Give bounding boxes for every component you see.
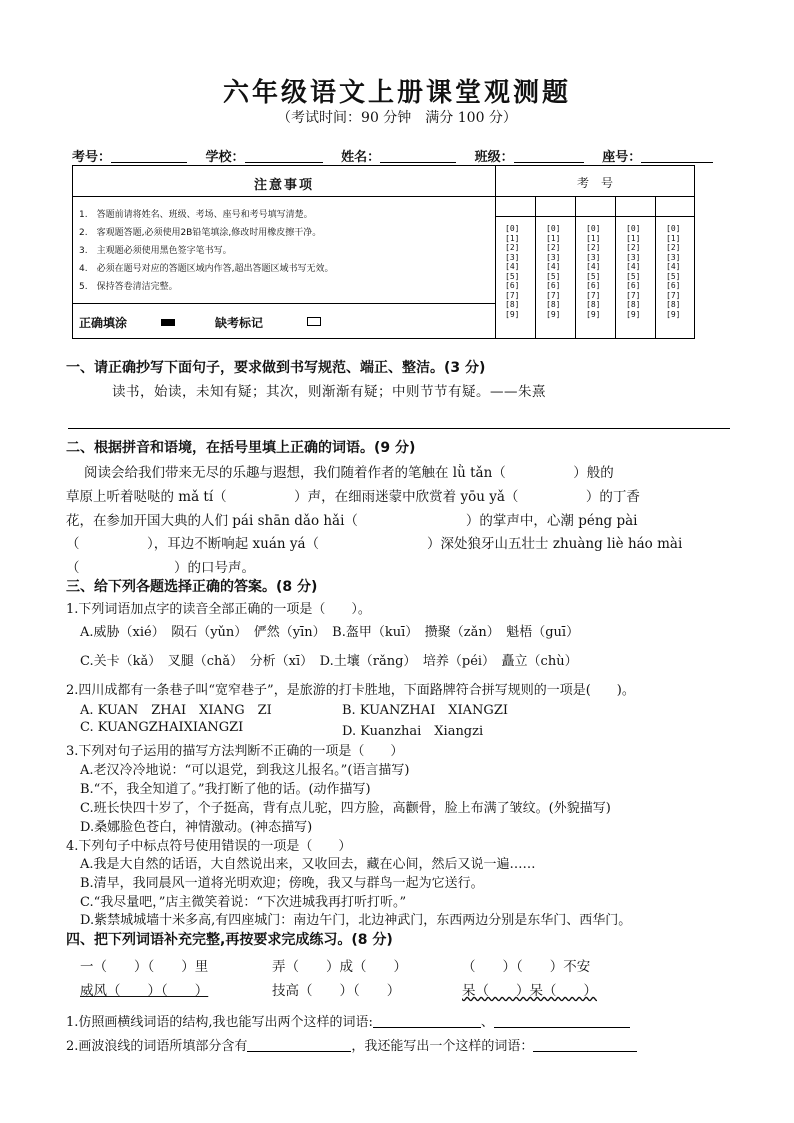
digit-column[interactable] (535, 196, 576, 338)
option-a: A.老汉冷冷地说：“可以退党，到我这儿报名。”(语言描写) (80, 763, 410, 778)
exam-subtitle: （考试时间：90 分钟 满分 100 分） (277, 110, 517, 126)
notice-item: 1. 答题前请将姓名、班级、考场、座号和考号填写清楚。 (79, 210, 313, 220)
section-2-line: （ ），耳边不断响起 xuán yá（ ）深处狼牙山五壮士 zhuàng liè háo mài (66, 536, 683, 552)
notice-item: 4. 必须在题号对应的答题区域内作答,超出答题区域书写无效。 (79, 264, 334, 274)
option-c: C. KUANGZHAIXIANGZI (80, 720, 244, 735)
question-4-2 (66, 1035, 637, 1054)
page-title: 六年级语文上册课堂观测题 (222, 78, 571, 108)
separator: 、 (480, 1015, 494, 1030)
digit-bubbles[interactable]: [0] [1] [2] [3] [4] [5] [6] [7] [8] [9] (505, 224, 520, 319)
digit-write-cell[interactable] (616, 196, 656, 217)
digit-bubbles[interactable]: [0] [1] [2] [3] [4] [5] [6] [7] [8] [9] (666, 224, 681, 319)
notice-item: 5. 保持答卷清洁完整。 (79, 282, 178, 292)
divider (73, 303, 495, 304)
question-3-1: 1.下列词语加点字的读音全部正确的一项是（ ）。 (66, 602, 371, 617)
notice-item: 3. 主观题必须使用黑色签字笔书写。 (79, 246, 232, 256)
section-2-heading: 二、根据拼音和语境，在括号里填上正确的词语。(9 分) (66, 440, 416, 456)
idiom-fill[interactable]: 技高（ ）（ ） (272, 983, 401, 999)
digit-write-cell[interactable] (656, 196, 695, 217)
name-label: 姓名： (341, 150, 381, 165)
question-3-1-options-cd: C.关卡（kǎ） 叉腿（chǎ） 分析（xī） D.土壤（rǎng） 培养（péi） 矗立（chù） (80, 654, 578, 669)
idiom-fill[interactable]: 弄（ ）成（ ） (272, 959, 407, 975)
idiom-fill[interactable]: 一（ ）（ ）里 (80, 959, 209, 975)
answer-blank[interactable] (533, 1039, 637, 1052)
digit-write-cell[interactable] (495, 196, 535, 217)
question-4-1 (66, 1011, 630, 1030)
question-4-2-text-2: ，我还能写出一个这样的词语： (351, 1039, 534, 1054)
digit-bubbles[interactable]: [0] [1] [2] [3] [4] [5] [6] [7] [8] [9] (546, 224, 561, 319)
digit-bubbles[interactable]: [0] [1] [2] [3] [4] [5] [6] [7] [8] [9] (586, 224, 601, 319)
option-c: C.“我尽量吧，”店主微笑着说：“下次进城我再打听打听。” (80, 895, 407, 910)
section-2-line: 草原上听着哒哒的 mǎ tí（ ）声，在细雨迷蒙中欣赏着 yōu yǎ（ ）的丁香 (66, 489, 640, 505)
question-4-1-text: 1.仿照画横线词语的结构,我也能写出两个这样的词语: (66, 1015, 373, 1030)
answer-blank[interactable] (247, 1039, 351, 1052)
digit-write-cell[interactable] (576, 196, 616, 217)
digit-bubbles[interactable]: [0] [1] [2] [3] [4] [5] [6] [7] [8] [9] (626, 224, 641, 319)
filled-mark-icon (161, 319, 175, 326)
question-3-2: 2.四川成都有一条巷子叫“宽窄巷子”，是旅游的打卡胜地，下面路牌符合拼写规则的一项是( )。 (66, 683, 635, 698)
answer-blank[interactable] (373, 1015, 481, 1028)
notice-list (79, 206, 333, 296)
section-3-heading: 三、给下列各题选择正确的答案。(8 分) (66, 579, 318, 595)
exam-no-label: 考号： (72, 150, 112, 165)
class-field[interactable] (514, 148, 584, 163)
option-d: D.桑娜脸色苍白，神情激动。(神态描写) (80, 820, 313, 835)
idiom-fill-wavy[interactable]: 呆（ ）呆（ ） (462, 983, 597, 999)
notice-header: 注意事项 (253, 178, 314, 193)
option-a: A. KUAN ZHAI XIANG ZI (80, 703, 272, 718)
section-2-line: 阅读会给我们带来无尽的乐趣与遐想，我们随着作者的笔触在 lǜ tǎn（ ）般的 (84, 465, 614, 481)
answer-blank[interactable] (494, 1015, 630, 1028)
question-3-3: 3.下列对句子运用的描写方法判断不正确的一项是（ ） (66, 744, 404, 759)
option-a: A.我是大自然的话语，大自然说出来，又收回去，藏在心间，然后又说一遍…… (80, 857, 536, 872)
section-2-line: 花，在参加开国大典的人们 pái shān dǎo hǎi（ ）的掌声中，心潮 péng pài (66, 513, 638, 529)
option-c: C.班长快四十岁了，个子挺高，背有点儿驼，四方脸，高颧骨，脸上布满了皱纹。(外貌描写) (80, 801, 611, 816)
class-label: 班级： (474, 150, 514, 165)
option-b: B.“不，我全知道了。”我打断了他的话。(动作描写) (80, 782, 371, 797)
section-4-heading: 四、把下列词语补充完整,再按要求完成练习。(8 分) (66, 932, 393, 948)
copy-writing-line[interactable] (68, 428, 730, 429)
section-2-line: （ ）的口号声。 (66, 560, 255, 576)
section-1-heading: 一、请正确抄写下面句子，要求做到书写规范、端正、整洁。(3 分) (66, 360, 486, 376)
section-1-sentence: 读书，始读，未知有疑；其次，则渐渐有疑；中则节节有疑。——朱熹 (112, 384, 546, 400)
idiom-fill[interactable]: （ ）（ ）不安 (462, 959, 591, 975)
question-3-4: 4.下列句子中标点符号使用错误的一项是（ ） (66, 839, 352, 854)
correct-fill-label: 正确填涂 (79, 316, 128, 330)
notice-item: 2. 客观题答题,必须使用2B铅笔填涂,修改时用橡皮擦干净。 (79, 228, 322, 238)
digit-column[interactable] (615, 196, 656, 338)
digit-write-cell[interactable] (536, 196, 576, 217)
fill-legend (79, 314, 321, 331)
exam-number-header: 考 号 (576, 176, 613, 190)
option-b: B. KUANZHAI XIANGZI (342, 703, 508, 718)
seat-field[interactable] (641, 148, 713, 163)
option-d: D.紫禁城城墙十米多高,有四座城门：南边午门，北边神武门，东西两边分别是东华门、西华门。 (80, 913, 632, 928)
divider (73, 196, 495, 197)
absent-mark-label: 缺考标记 (215, 316, 264, 330)
question-4-2-text: 2.画波浪线的词语所填部分含有 (66, 1039, 248, 1054)
name-field[interactable] (380, 148, 456, 163)
school-field[interactable] (245, 148, 323, 163)
student-info-line (72, 146, 713, 165)
digit-column[interactable] (575, 196, 616, 338)
question-3-1-options-ab: A.威胁（xié） 陨石（yǔn） 俨然（yīn） B.盔甲（kuī） 攒聚（zǎn） 魁梧（guī） (80, 625, 580, 640)
digit-column[interactable] (495, 196, 535, 338)
seat-label: 座号： (602, 150, 642, 165)
absent-checkbox[interactable] (307, 317, 321, 326)
option-b: B.清早，我同晨风一道将光明欢迎；傍晚，我又与群鸟一起为它送行。 (80, 876, 484, 891)
digit-column[interactable] (655, 196, 695, 338)
school-label: 学校： (205, 150, 245, 165)
exam-number-grid (495, 196, 695, 338)
exam-no-field[interactable] (111, 148, 187, 163)
notice-box (72, 165, 695, 339)
option-d: D. Kuanzhai Xiangzi (342, 724, 484, 739)
idiom-fill-underlined[interactable]: 威风（ ）（ ） (80, 983, 209, 999)
